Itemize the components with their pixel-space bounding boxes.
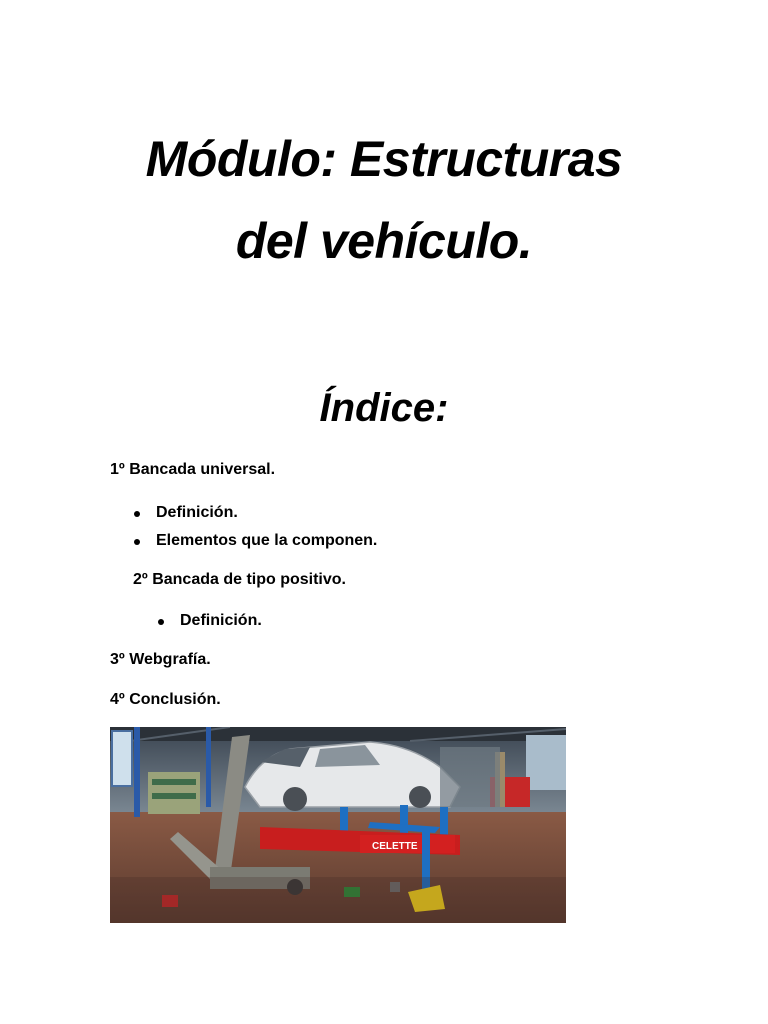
bullet-icon [134, 539, 140, 545]
brand-label: CELETTE [372, 841, 418, 852]
toc-item-2: 2º Bancada de tipo positivo. [133, 571, 346, 588]
toc-item-4: 4º Conclusión. [110, 691, 221, 708]
document-title [0, 118, 768, 282]
toc-item-1: 1º Bancada universal. [110, 461, 276, 478]
car-bench-photo [110, 727, 566, 923]
bullet-icon [158, 619, 164, 625]
toc-item-3: 3º Webgrafía. [110, 651, 211, 668]
bullet-icon [134, 511, 140, 517]
index-heading: Índice: [319, 386, 449, 430]
title-line-1: Módulo: Estructuras [145, 131, 623, 187]
title-line-2: del vehículo. [235, 213, 533, 269]
